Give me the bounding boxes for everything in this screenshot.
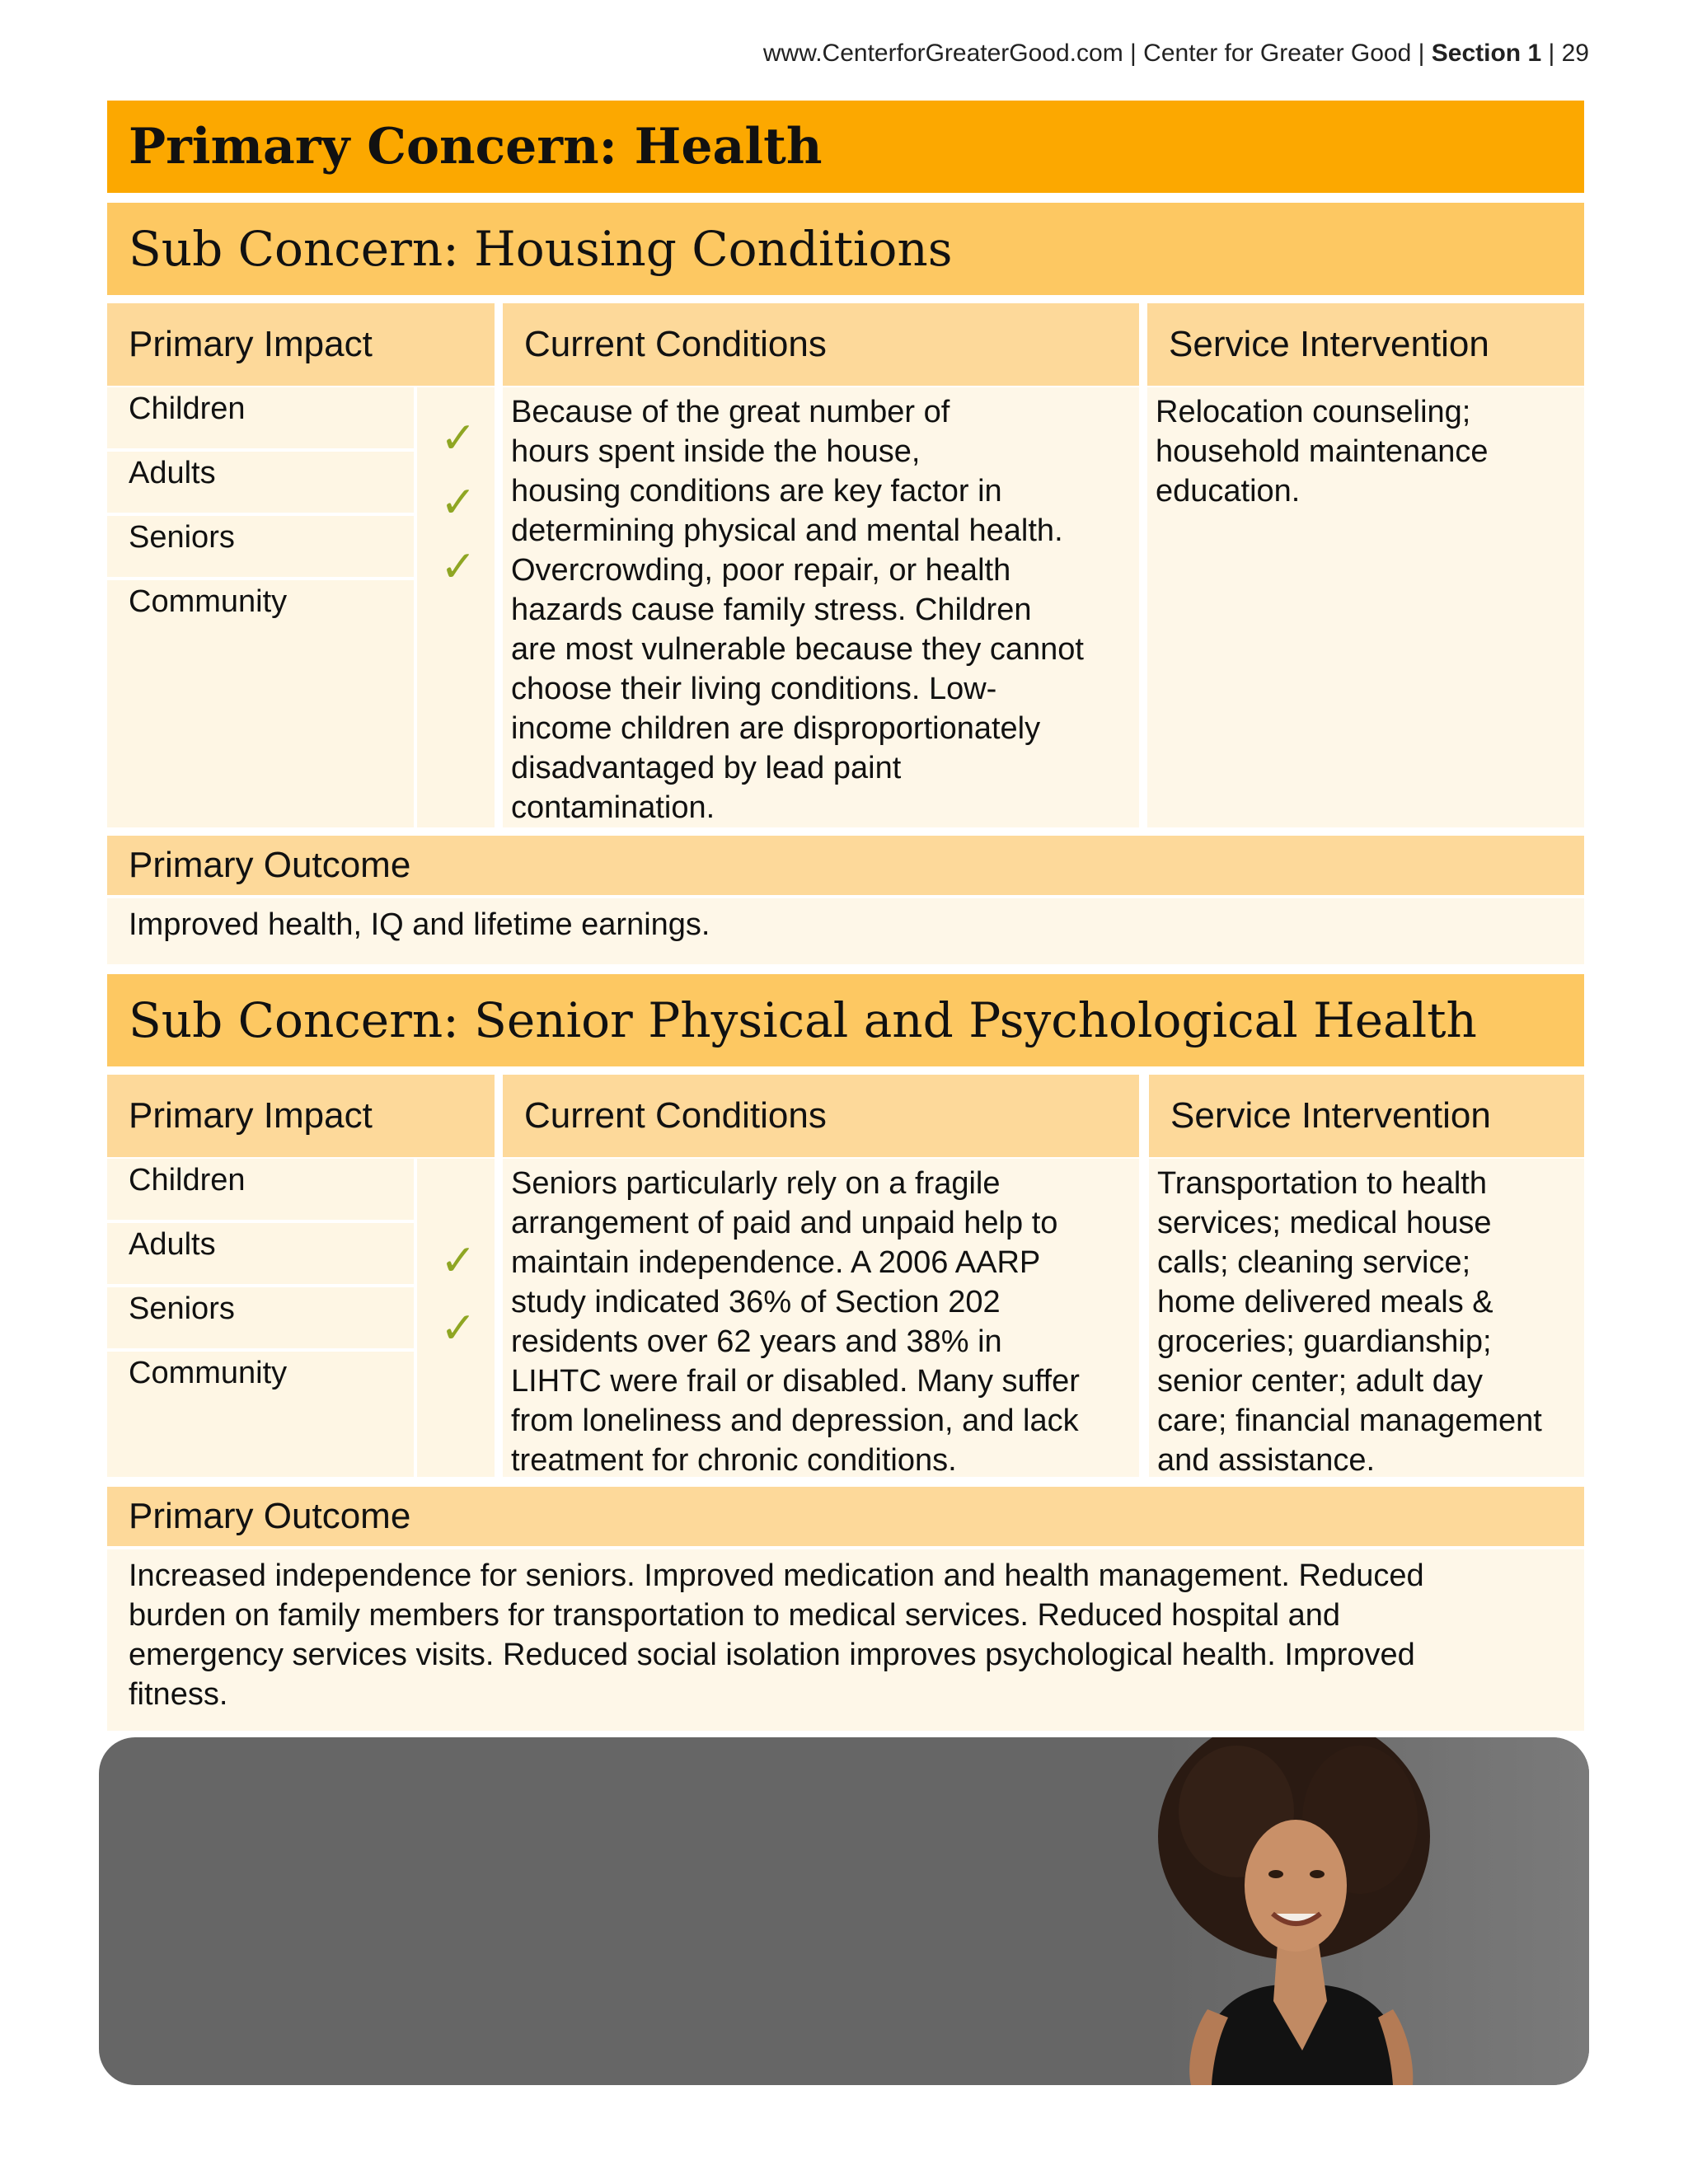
sub1-conditions-text — [511, 392, 1137, 827]
sub1-impact-seniors: Seniors — [107, 516, 414, 577]
sub-concern-2-title: Sub Concern: Senior Physical and Psychological Health — [107, 974, 1584, 1066]
text-line: study indicated 36% of Section 202 — [511, 1285, 1001, 1319]
text-line: LIHTC were frail or disabled. Many suffer — [511, 1364, 1080, 1399]
photo-panel — [99, 1737, 1589, 2085]
sub2-intervention-header: Service Intervention — [1149, 1075, 1584, 1157]
text-line: groceries; guardianship; — [1157, 1324, 1492, 1359]
text-line: hazards cause family stress. Children — [511, 593, 1032, 627]
text-line: choose their living conditions. Low- — [511, 672, 997, 706]
sub2-conditions-text — [511, 1164, 1137, 1480]
text-line: residents over 62 years and 38% in — [511, 1324, 1002, 1359]
text-line: fitness. — [129, 1677, 228, 1712]
text-line: maintain independence. A 2006 AARP — [511, 1245, 1041, 1280]
text-line: Increased independence for seniors. Improved medication and health management. Reduced — [129, 1558, 1424, 1593]
sub2-impact-children: Children — [107, 1159, 414, 1220]
sub1-intervention-text — [1156, 392, 1580, 511]
page-number: | 29 — [1541, 40, 1589, 67]
text-line: arrangement of paid and unpaid help to — [511, 1206, 1058, 1240]
text-line: senior center; adult day — [1157, 1364, 1484, 1399]
text-line: housing conditions are key factor in — [511, 474, 1002, 509]
sub2-impact-adults: Adults — [107, 1223, 414, 1284]
check-icon: ✓ — [440, 1304, 476, 1353]
text-line: Seniors particularly rely on a fragile — [511, 1166, 1001, 1201]
text-line: education. — [1156, 474, 1301, 509]
text-line: emergency services visits. Reduced social isolation improves psychological health. Improved — [129, 1638, 1415, 1672]
text-line: household maintenance — [1156, 434, 1489, 469]
text-line: hours spent inside the house, — [511, 434, 921, 469]
sub2-outcome-header: Primary Outcome — [107, 1487, 1584, 1546]
sub1-outcome-header: Primary Outcome — [107, 836, 1584, 895]
sub2-outcome-text — [107, 1549, 1584, 1731]
primary-concern-title: Primary Concern: Health — [107, 101, 1584, 193]
section-label: Section 1 — [1431, 40, 1542, 67]
sub2-impact-community: Community — [107, 1352, 414, 1477]
check-icon: ✓ — [440, 478, 476, 527]
page-header — [763, 40, 1589, 68]
sub2-impact-header: Primary Impact — [107, 1075, 495, 1157]
check-icon: ✓ — [440, 542, 476, 592]
woman-portrait-photo — [99, 1737, 1589, 2085]
text-line: disadvantaged by lead paint — [511, 751, 902, 785]
sub2-intervention-text — [1157, 1164, 1582, 1480]
check-icon: ✓ — [440, 414, 476, 463]
sub1-impact-community: Community — [107, 580, 414, 827]
text-line: calls; cleaning service; — [1157, 1245, 1471, 1280]
sub1-impact-adults: Adults — [107, 452, 414, 513]
text-line: Overcrowding, poor repair, or health — [511, 553, 1011, 588]
sub2-impact-seniors: Seniors — [107, 1287, 414, 1348]
check-icon: ✓ — [440, 1236, 476, 1286]
sub1-conditions-header: Current Conditions — [503, 303, 1139, 386]
text-line: Relocation counseling; — [1156, 395, 1471, 429]
sub1-outcome-text — [107, 898, 1584, 964]
text-line: are most vulnerable because they cannot — [511, 632, 1084, 667]
sub2-conditions-header: Current Conditions — [503, 1075, 1139, 1157]
text-line: home delivered meals & — [1157, 1285, 1493, 1319]
text-line: income children are disproportionately — [511, 711, 1041, 746]
text-line: burden on family members for transportation to medical services. Reduced hospital and — [129, 1598, 1341, 1633]
text-line: and assistance. — [1157, 1443, 1376, 1478]
site-label: www.CenterforGreaterGood.com | Center for Greater Good | — [762, 40, 1432, 67]
sub1-impact-header: Primary Impact — [107, 303, 495, 386]
text-line: care; financial management — [1157, 1404, 1542, 1438]
text-line: contamination. — [511, 790, 715, 825]
sub1-intervention-header: Service Intervention — [1147, 303, 1584, 386]
text-line: Because of the great number of — [511, 395, 950, 429]
text-line: services; medical house — [1157, 1206, 1492, 1240]
text-line: determining physical and mental health. — [511, 513, 1063, 548]
text-line: treatment for chronic conditions. — [511, 1443, 957, 1478]
sub1-impact-children: Children — [107, 387, 414, 448]
text-line: Transportation to health — [1157, 1166, 1487, 1201]
sub-concern-1-title: Sub Concern: Housing Conditions — [107, 203, 1584, 295]
text-line: from loneliness and depression, and lack — [511, 1404, 1079, 1438]
text-line: Improved health, IQ and lifetime earnings. — [129, 907, 710, 942]
